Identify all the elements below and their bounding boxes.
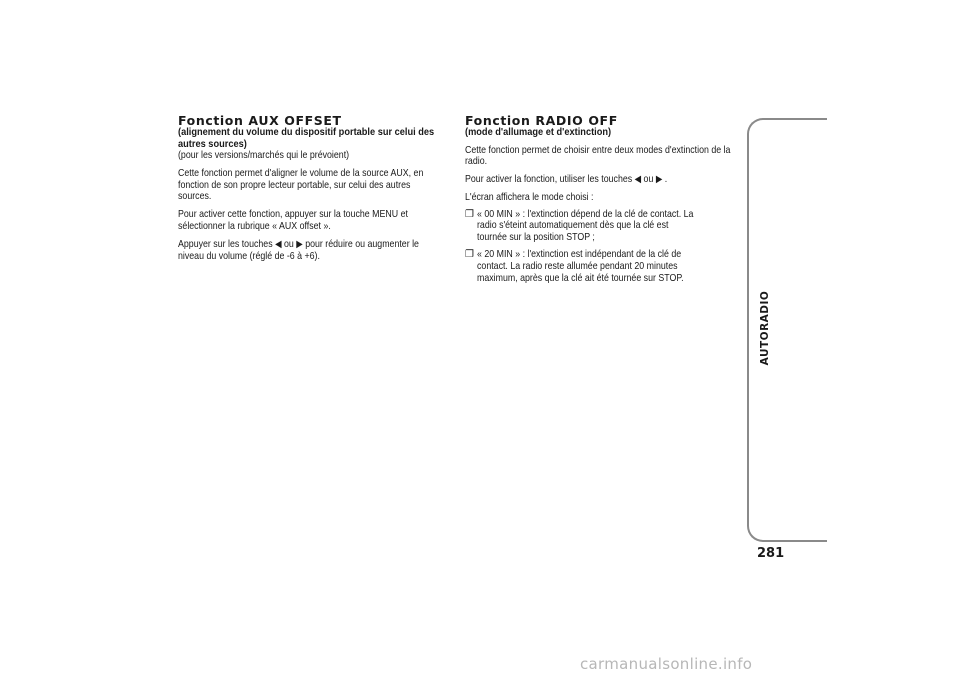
list-item [465,209,737,244]
aux-offset-para-3 [178,239,440,263]
list-item [465,249,737,284]
left-arrow-icon: ◀ [275,238,282,250]
left-arrow-icon: ◀ [634,174,642,186]
radio-off-para-2-end: . [664,173,668,186]
left-column [178,114,440,262]
page-number: 281 [757,546,785,561]
aux-offset-para-2: Pour activer cette fonction, appuyer sur la touche MENU et sélectionner la rubrique « AUX offset ». [178,208,408,232]
aux-offset-para-1: Cette fonction permet d'aligner le volume de la source AUX, en fonction de son propre lecteur portable, sur celui des autres sources. [178,166,424,203]
right-column [465,114,737,284]
aux-offset-para-3-start: Appuyer sur les touches [178,237,273,250]
radio-off-para-1: Cette fonction permet de choisir entre deux modes d'extinction de la radio. [465,143,731,168]
list-item-text: « 00 MIN » : l'extinction dépend de la clé de contact. La radio s'éteint automatiquement dès que la clé est tournée sur la position STOP ; [477,207,694,244]
radio-off-para-3: L'écran affichera le mode choisi : [465,190,594,203]
right-arrow-icon: ▶ [655,174,663,186]
radio-off-heading: Fonction RADIO OFF [465,113,618,128]
radio-off-para-2-start: Pour activer la fonction, utiliser les touches [465,173,633,186]
section-label: AUTORADIO [759,290,771,366]
aux-offset-para-3-end: pour réduire ou augmenter le niveau du volume (réglé de -6 à +6). [178,237,419,262]
radio-off-para-2 [465,174,737,186]
watermark: carmanualsonline.info [580,655,753,673]
checkbox-bullet-icon: ❐ [465,249,474,261]
checkbox-bullet-icon: ❐ [465,208,474,220]
radio-off-subheading: (mode d'allumage et d'extinction) [465,126,612,138]
aux-offset-heading: Fonction AUX OFFSET [178,113,342,128]
aux-offset-subheading: (alignement du volume du dispositif portable sur celui des autres sources) [178,126,435,150]
right-arrow-icon: ▶ [296,238,303,250]
list-item-text: « 20 MIN » : l'extinction est indépendant de la clé de contact. La radio reste allumée pendant 20 minutes maximum, après que la clé ait été tournée sur STOP. [477,248,684,284]
radio-off-para-2-or: ou [643,173,654,186]
aux-offset-para-3-or: ou [284,237,294,250]
aux-offset-note: (pour les versions/marchés qui le prévoient) [178,149,350,161]
